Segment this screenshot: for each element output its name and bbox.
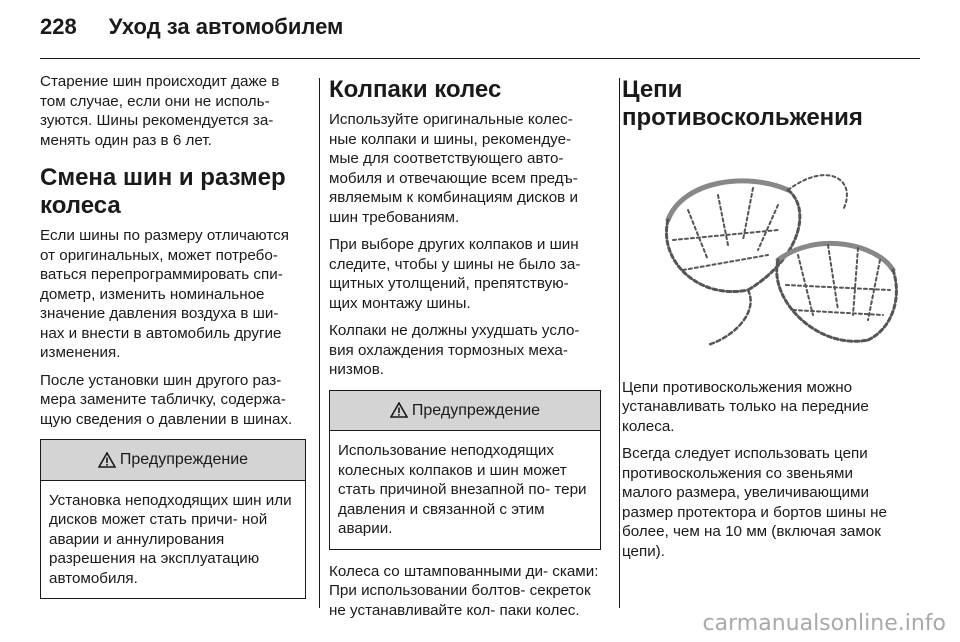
column-right [622, 72, 904, 569]
paragraph: Цепи противоскольжения можно устанавливать только на передние колеса. [622, 378, 869, 435]
column-divider-2 [619, 78, 620, 608]
snow-chains-illustration [628, 150, 898, 360]
warning-triangle-icon [390, 402, 408, 418]
warning-text: Установка неподходящих шин или дисков может стать причи- ной аварии и аннулирования разрешения на эксплуатацию автомобиля. [49, 491, 292, 587]
section-heading-snow-chains: Цепи противоскольжения [622, 76, 863, 131]
section-heading-tire-change: Смена шин и размер колеса [40, 164, 286, 219]
warning-title: Предупреждение [119, 451, 249, 468]
warning-title: Предупреждение [411, 401, 541, 419]
header-divider [40, 58, 920, 59]
column-middle [329, 72, 601, 628]
page-title: Уход за автомобилем [108, 14, 344, 39]
watermark: carmanualsonline.info [702, 611, 946, 636]
paragraph: Используйте оригинальные колес- ные колпаки и шины, рекомендуе- мые для соответствующего авто- мобиля и отвечающие всем предъ- являемым к комбинациям дисков и шин требованиям. [329, 111, 578, 226]
paragraph: После установки шин другого раз- мера замените табличку, содержа- щую сведения о давлении в шинах. [40, 371, 293, 428]
warning-box [329, 390, 601, 550]
paragraph: При выборе других колпаков и шин следите, чтобы у шины не было за- щитных утолщений, препятствую- щих монтажу шины. [329, 236, 581, 312]
paragraph: Если шины по размеру отличаются от оригинальных, может потребо- ваться перепрограммировать спи- дометр, изменить номинальное значение давления воздуха в ши- нах и внести в автомобиль другие изменения. [40, 227, 289, 361]
warning-text: Использование неподходящих колесных колпаков и шин может стать причиной внезапной по- тери давления и связанной с этим аварии. [338, 442, 587, 537]
warning-triangle-icon [98, 452, 116, 468]
warning-header [41, 440, 305, 481]
page-number: 228 [40, 14, 77, 39]
warning-box [40, 439, 306, 599]
paragraph: Колеса со штампованными ди- сками: При использовании болтов- секреток не устанавливайте кол- паки колес. [329, 562, 599, 619]
section-heading-wheel-covers: Колпаки колес [329, 76, 502, 103]
column-divider-1 [319, 78, 320, 608]
paragraph: Колпаки не должны ухудшать усло- вия охлаждения тормозных меха- низмов. [329, 322, 580, 378]
page-header [40, 14, 343, 48]
intro-paragraph: Старение шин происходит даже в том случае, если они не исполь- зуются. Шины рекомендуется за- менять один раз в 6 лет. [40, 73, 280, 149]
warning-header [330, 391, 600, 432]
column-left [40, 72, 306, 611]
paragraph: Всегда следует использовать цепи противоскольжения со звеньями малого размера, увеличивающими размер протектора и бортов шины не более, чем на 10 мм (включая замок цепи). [622, 445, 887, 560]
